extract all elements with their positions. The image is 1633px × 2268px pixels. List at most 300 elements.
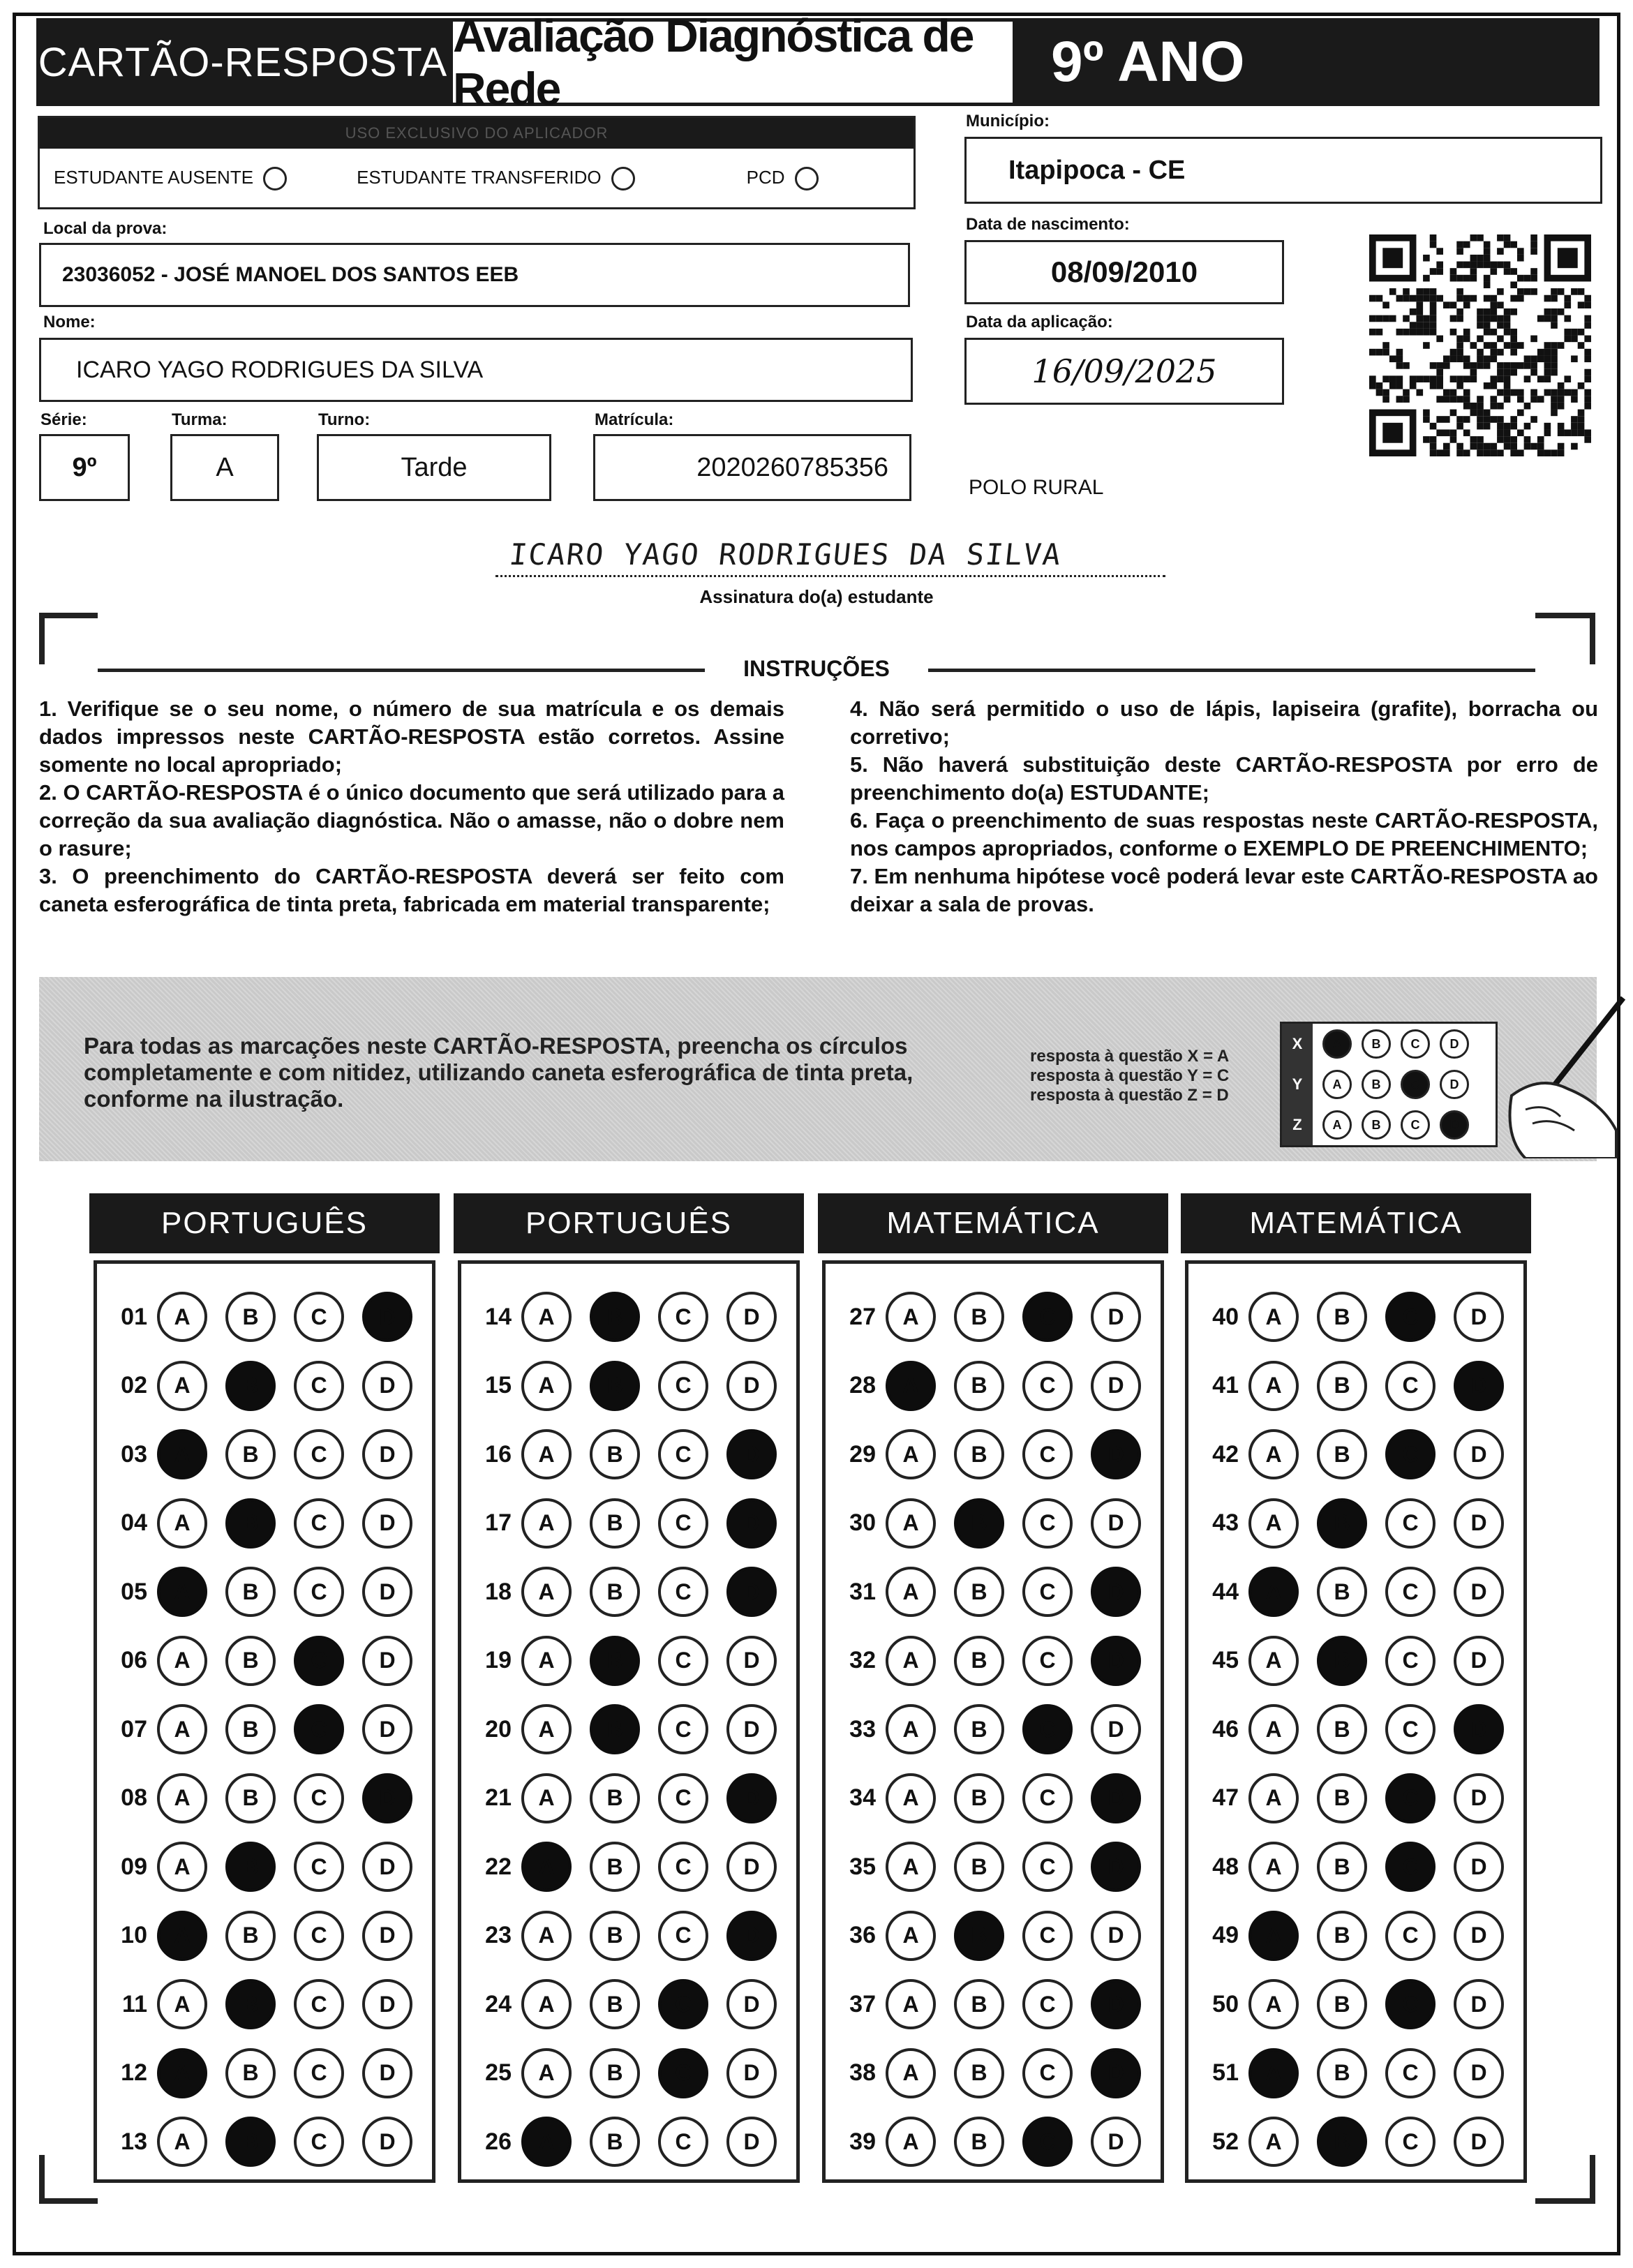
answer-bubble-a[interactable]: A [157, 1979, 207, 2029]
answer-bubble-c[interactable]: C [294, 1773, 344, 1823]
answer-bubble-b[interactable]: B [954, 1773, 1004, 1823]
answer-bubble-b[interactable]: B [590, 1429, 640, 1479]
answer-bubble-a[interactable]: A [1248, 1773, 1299, 1823]
example-answer-y: resposta à questão Y = C [1030, 1066, 1230, 1085]
answer-bubble-b[interactable]: B [225, 2048, 276, 2098]
answer-bubble-c[interactable]: C [658, 1361, 708, 1411]
question-number: 50 [1212, 1990, 1239, 2017]
answer-bubble-c[interactable]: C [294, 1636, 344, 1686]
answer-bubble-a[interactable]: A [157, 1429, 207, 1479]
answer-bubble-c[interactable]: C [1022, 1636, 1073, 1686]
answer-bubble-a[interactable]: A [886, 1979, 936, 2029]
answer-bubble-c[interactable]: C [294, 1842, 344, 1892]
instruction-item: 7. Em nenhuma hipótese você poderá levar este CARTÃO-RESPOSTA ao deixar a sala de provas. [850, 864, 1598, 916]
answer-bubble-c[interactable]: C [1385, 1842, 1436, 1892]
answer-bubble-d[interactable]: D [1454, 2048, 1504, 2098]
question-row [831, 1908, 1141, 1964]
answer-bubble-d[interactable]: D [1454, 1292, 1504, 1342]
answer-bubble-d[interactable]: D [1454, 1979, 1504, 2029]
answer-bubble-d[interactable]: D [362, 1429, 412, 1479]
answer-bubble-b[interactable]: B [1317, 1773, 1367, 1823]
answer-bubble-d[interactable]: D [1091, 1429, 1141, 1479]
matricula-field: 2020260785356 [593, 434, 911, 501]
answer-bubble-b[interactable]: B [1317, 1979, 1367, 2029]
question-row [103, 2045, 412, 2101]
answer-bubble-b[interactable]: B [1317, 1498, 1367, 1549]
answer-bubble-d[interactable]: D [1454, 1498, 1504, 1549]
answer-bubble-c[interactable]: C [1385, 1292, 1436, 1342]
answer-bubble-b[interactable]: B [1317, 2048, 1367, 2098]
answer-bubble-c[interactable]: C [1022, 2048, 1073, 2098]
absent-option[interactable] [54, 167, 287, 191]
answer-bubble-a[interactable]: A [1248, 1498, 1299, 1549]
answer-bubble-b[interactable]: B [1317, 1636, 1367, 1686]
question-row [103, 2114, 412, 2170]
answer-bubble-b[interactable]: B [1317, 1361, 1367, 1411]
signature-line [495, 575, 1165, 577]
answer-bubble-b[interactable]: B [590, 1292, 640, 1342]
answer-bubble-c[interactable]: C [1385, 1498, 1436, 1549]
example-row [1282, 1105, 1496, 1145]
answer-bubble-b[interactable]: B [225, 1498, 276, 1549]
question-number: 32 [849, 1647, 876, 1673]
answer-bubble-c[interactable]: C [1385, 1429, 1436, 1479]
answer-bubble-b[interactable]: B [590, 1636, 640, 1686]
answer-bubble-c[interactable]: C [1385, 1911, 1436, 1961]
answer-bubble-d[interactable]: D [362, 1361, 412, 1411]
question-number: 23 [485, 1922, 512, 1948]
instruction-item: 1. Verifique se o seu nome, o número de sua matrícula e os demais dados impressos neste CARTÃO-RESPOSTA estão corretos. Assine somente no local apropriado; [39, 696, 784, 777]
question-number: 29 [849, 1440, 876, 1468]
answer-bubble-d[interactable]: D [362, 1636, 412, 1686]
answer-bubble-c[interactable]: C [1022, 1911, 1073, 1961]
answer-bubble-b[interactable]: B [225, 2117, 276, 2167]
answer-bubble-a[interactable]: A [886, 1361, 936, 1411]
answer-bubble-c[interactable]: C [1385, 1704, 1436, 1754]
answer-bubble-d[interactable]: D [1091, 1361, 1141, 1411]
answer-bubble-a[interactable]: A [1248, 1979, 1299, 2029]
aplicador-options [40, 149, 914, 209]
answer-bubble-d[interactable]: D [1454, 1429, 1504, 1479]
answer-bubble-a[interactable]: A [521, 1911, 572, 1961]
answer-bubble-d[interactable]: D [1091, 1292, 1141, 1342]
answer-bubble-a[interactable]: A [157, 2117, 207, 2167]
example-answers [1030, 1047, 1229, 1105]
answer-bubble-b[interactable]: B [1317, 2117, 1367, 2167]
question-row [467, 1701, 777, 1757]
answer-bubble-a[interactable]: A [157, 1292, 207, 1342]
answer-bubble-a[interactable]: A [521, 1842, 572, 1892]
question-number: 38 [849, 2059, 876, 2086]
answer-bubble-c[interactable]: C [294, 1979, 344, 2029]
local-label: Local da prova: [43, 219, 167, 238]
question-number: 19 [485, 1647, 512, 1673]
answer-bubble-b[interactable]: B [225, 1911, 276, 1961]
answer-bubble-d[interactable]: D [1091, 1979, 1141, 2029]
answer-bubble-d[interactable]: D [726, 1636, 777, 1686]
serie-label: Série: [40, 410, 87, 429]
answer-bubble-c[interactable]: C [658, 1292, 708, 1342]
answer-bubble-d[interactable]: D [1091, 2048, 1141, 2098]
answer-bubble-b[interactable]: B [954, 1842, 1004, 1892]
answer-bubble-c[interactable]: C [294, 2117, 344, 2167]
polo-label: POLO RURAL [969, 476, 1104, 499]
answer-bubble-b[interactable]: B [954, 1429, 1004, 1479]
answer-bubble-b[interactable]: B [954, 1636, 1004, 1686]
answer-bubble-a[interactable]: A [157, 1842, 207, 1892]
answer-bubble-b[interactable]: B [590, 1361, 640, 1411]
answer-bubble-b[interactable]: B [590, 2117, 640, 2167]
answer-bubble-a[interactable]: A [886, 1704, 936, 1754]
example-grid [1280, 1022, 1498, 1147]
answer-bubble-d[interactable]: D [362, 1773, 412, 1823]
answer-bubble-c[interactable]: C [294, 1361, 344, 1411]
question-row [467, 1770, 777, 1826]
example-row [1282, 1064, 1496, 1105]
question-number: 43 [1212, 1509, 1239, 1536]
answer-bubble-c[interactable]: C [658, 1567, 708, 1617]
answer-bubble-b[interactable]: B [590, 1773, 640, 1823]
answer-bubble-d[interactable]: D [726, 1704, 777, 1754]
answer-bubble-b[interactable]: B [954, 2117, 1004, 2167]
answer-bubble-c[interactable]: C [1022, 1979, 1073, 2029]
answer-bubble-d[interactable]: D [726, 2117, 777, 2167]
question-number: 01 [121, 1303, 147, 1330]
answer-bubble-a[interactable]: A [1248, 1429, 1299, 1479]
answer-bubble-b[interactable]: B [590, 2048, 640, 2098]
answer-bubble-b[interactable]: B [1317, 1842, 1367, 1892]
answer-bubble-a[interactable]: A [521, 1636, 572, 1686]
answer-bubble-d[interactable]: D [1091, 1704, 1141, 1754]
question-row [103, 1908, 412, 1964]
answer-bubble-d[interactable]: D [1091, 1842, 1141, 1892]
answer-bubble-b[interactable]: B [225, 1773, 276, 1823]
answer-bubble-c[interactable]: C [1022, 1429, 1073, 1479]
answer-bubble-d[interactable]: D [1091, 2117, 1141, 2167]
transferred-checkbox[interactable] [611, 167, 635, 191]
answer-bubble-b[interactable]: B [954, 1498, 1004, 1549]
answer-bubble-a[interactable]: A [886, 1911, 936, 1961]
answer-bubble-d[interactable]: D [362, 1842, 412, 1892]
answer-bubble-a[interactable]: A [1248, 1636, 1299, 1686]
answer-bubble-a[interactable]: A [157, 2048, 207, 2098]
example-bubble: C [1401, 1070, 1430, 1099]
answer-bubble-a[interactable]: A [886, 1498, 936, 1549]
answer-bubble-a[interactable]: A [521, 1498, 572, 1549]
answer-bubble-d[interactable]: D [1454, 1567, 1504, 1617]
question-row [103, 1426, 412, 1482]
question-number: 33 [849, 1715, 876, 1743]
answer-bubble-c[interactable]: C [294, 1911, 344, 1961]
answer-bubble-c[interactable]: C [658, 1636, 708, 1686]
answer-bubble-b[interactable]: B [225, 1361, 276, 1411]
answer-bubble-a[interactable]: A [1248, 1842, 1299, 1892]
answer-bubble-a[interactable]: A [521, 1979, 572, 2029]
question-row [467, 1289, 777, 1345]
answer-bubble-c[interactable]: C [1385, 1361, 1436, 1411]
answer-bubble-c[interactable]: C [1022, 1842, 1073, 1892]
absent-checkbox[interactable] [263, 167, 287, 191]
answer-bubble-a[interactable]: A [521, 1567, 572, 1617]
answer-bubble-d[interactable]: D [362, 2048, 412, 2098]
answer-bubble-a[interactable]: A [157, 1911, 207, 1961]
answer-bubble-d[interactable]: D [1091, 1498, 1141, 1549]
column-header: MATEMÁTICA [818, 1193, 1168, 1253]
aplicador-box [38, 116, 916, 209]
answer-bubble-a[interactable]: A [886, 1636, 936, 1686]
answer-bubble-c[interactable]: C [1385, 1773, 1436, 1823]
answer-bubble-b[interactable]: B [590, 1842, 640, 1892]
answer-bubble-d[interactable]: D [726, 1567, 777, 1617]
corner-mark-bottom-left [39, 2155, 98, 2204]
question-row [1194, 1976, 1504, 2032]
turno-field: Tarde [317, 434, 551, 501]
answer-bubble-d[interactable]: D [1091, 1636, 1141, 1686]
answer-bubble-a[interactable]: A [886, 1773, 936, 1823]
answer-bubble-b[interactable]: B [1317, 1292, 1367, 1342]
answer-bubble-b[interactable]: B [225, 1429, 276, 1479]
answer-bubble-d[interactable]: D [726, 1498, 777, 1549]
nome-field [39, 338, 913, 402]
municipio-field: Itapipoca - CE [964, 137, 1602, 204]
answer-bubble-a[interactable]: A [157, 1704, 207, 1754]
question-number: 49 [1212, 1922, 1239, 1948]
question-row [831, 1633, 1141, 1689]
question-number: 34 [849, 1784, 876, 1811]
example-bubble: B [1362, 1070, 1391, 1099]
answer-bubble-a[interactable]: A [1248, 1911, 1299, 1961]
answer-bubble-a[interactable]: A [886, 1292, 936, 1342]
answer-bubble-b[interactable]: B [954, 1292, 1004, 1342]
answer-bubble-d[interactable]: D [362, 1979, 412, 2029]
answer-bubble-a[interactable]: A [886, 2048, 936, 2098]
question-row [831, 1770, 1141, 1826]
answer-bubble-c[interactable]: C [1385, 2117, 1436, 2167]
answer-bubble-d[interactable]: D [726, 1429, 777, 1479]
question-number: 06 [121, 1647, 147, 1673]
example-row [1282, 1024, 1496, 1064]
answer-bubble-a[interactable]: A [157, 1567, 207, 1617]
answer-bubble-c[interactable]: C [294, 1567, 344, 1617]
answer-bubble-a[interactable]: A [886, 1429, 936, 1479]
aplicador-title: USO EXCLUSIVO DO APLICADOR [40, 118, 914, 149]
question-row [467, 2114, 777, 2170]
answer-bubble-d[interactable]: D [1091, 1567, 1141, 1617]
answer-bubble-c[interactable]: C [658, 1979, 708, 2029]
question-row [103, 1495, 412, 1551]
answer-bubble-b[interactable]: B [225, 1636, 276, 1686]
nome-value: ICARO YAGO RODRIGUES DA SILVA [76, 356, 484, 383]
pcd-checkbox[interactable] [795, 167, 819, 191]
question-number: 03 [121, 1440, 147, 1468]
card-title: CARTÃO-RESPOSTA [36, 18, 449, 106]
instructions-left [39, 695, 784, 918]
answer-bubble-c[interactable]: C [1022, 1292, 1073, 1342]
answer-bubble-c[interactable]: C [1385, 2048, 1436, 2098]
answer-bubble-c[interactable]: C [658, 1773, 708, 1823]
answer-bubble-b[interactable]: B [954, 1704, 1004, 1754]
answer-bubble-a[interactable]: A [521, 1704, 572, 1754]
question-number: 26 [485, 2128, 512, 2155]
answer-bubble-d[interactable]: D [1091, 1911, 1141, 1961]
question-number: 22 [485, 1853, 512, 1880]
answer-bubble-b[interactable]: B [954, 1911, 1004, 1961]
answer-bubble-d[interactable]: D [1454, 1636, 1504, 1686]
turma-field: A [170, 434, 279, 501]
answer-bubble-b[interactable]: B [1317, 1911, 1367, 1961]
answer-bubble-a[interactable]: A [157, 1773, 207, 1823]
answer-bubble-b[interactable]: B [225, 1842, 276, 1892]
answer-bubble-c[interactable]: C [1022, 1567, 1073, 1617]
column-header: PORTUGUÊS [454, 1193, 804, 1253]
example-answer-z: resposta à questão Z = D [1030, 1086, 1229, 1105]
answer-bubble-a[interactable]: A [886, 1842, 936, 1892]
instruction-item: 6. Faça o preenchimento de suas respostas neste CARTÃO-RESPOSTA, nos campos apropriados, conforme o EXEMPLO DE PREENCHIMENTO; [850, 808, 1598, 860]
answer-bubble-c[interactable]: C [658, 1911, 708, 1961]
answer-bubble-b[interactable]: B [225, 1567, 276, 1617]
answer-bubble-d[interactable]: D [726, 2048, 777, 2098]
answer-bubble-d[interactable]: D [362, 1292, 412, 1342]
answer-bubble-c[interactable]: C [294, 1292, 344, 1342]
answer-bubble-b[interactable]: B [954, 1361, 1004, 1411]
instructions-title: INSTRUÇÕES [743, 656, 890, 681]
question-row [467, 1839, 777, 1895]
answer-bubble-a[interactable]: A [1248, 1292, 1299, 1342]
answer-bubble-d[interactable]: D [1454, 1911, 1504, 1961]
answer-bubble-c[interactable]: C [658, 1842, 708, 1892]
fill-example-panel [39, 977, 1597, 1161]
answer-bubble-a[interactable]: A [1248, 2048, 1299, 2098]
question-number: 27 [849, 1303, 876, 1330]
answer-bubble-d[interactable]: D [726, 1361, 777, 1411]
answer-bubble-b[interactable]: B [954, 1567, 1004, 1617]
question-row [1194, 1426, 1504, 1482]
answer-bubble-d[interactable]: D [1454, 1773, 1504, 1823]
question-number: 36 [849, 1922, 876, 1948]
answer-bubble-c[interactable]: C [294, 1498, 344, 1549]
answer-bubble-c[interactable]: C [1022, 1498, 1073, 1549]
answer-bubble-d[interactable]: D [726, 1979, 777, 2029]
answer-bubble-a[interactable]: A [521, 1773, 572, 1823]
answer-bubble-a[interactable]: A [886, 2117, 936, 2167]
answer-bubble-d[interactable]: D [362, 1498, 412, 1549]
answer-bubble-d[interactable]: D [1454, 2117, 1504, 2167]
answer-bubble-d[interactable]: D [1454, 1842, 1504, 1892]
answer-bubble-a[interactable]: A [521, 1361, 572, 1411]
answer-bubble-c[interactable]: C [658, 1429, 708, 1479]
answer-bubble-b[interactable]: B [590, 1498, 640, 1549]
pcd-label: PCD [746, 166, 785, 188]
question-number: 15 [485, 1372, 512, 1398]
answer-bubble-c[interactable]: C [1022, 2117, 1073, 2167]
question-number: 11 [122, 1990, 147, 2017]
answer-bubble-c[interactable]: C [658, 1498, 708, 1549]
answer-bubble-b[interactable]: B [590, 1979, 640, 2029]
answer-bubble-a[interactable]: A [1248, 1567, 1299, 1617]
answer-bubble-b[interactable]: B [954, 2048, 1004, 2098]
answer-bubble-d[interactable]: D [362, 1911, 412, 1961]
answer-bubble-c[interactable]: C [658, 1704, 708, 1754]
question-number: 45 [1212, 1647, 1239, 1673]
pcd-option[interactable] [747, 167, 819, 191]
answer-bubble-d[interactable]: D [362, 2117, 412, 2167]
answer-bubble-b[interactable]: B [225, 1979, 276, 2029]
question-row [103, 1564, 412, 1620]
answer-bubble-a[interactable]: A [157, 1498, 207, 1549]
answer-bubble-c[interactable]: C [294, 2048, 344, 2098]
answer-bubble-c[interactable]: C [294, 1704, 344, 1754]
answer-bubble-d[interactable]: D [726, 1773, 777, 1823]
answer-bubble-a[interactable]: A [1248, 1704, 1299, 1754]
answer-bubble-c[interactable]: C [294, 1429, 344, 1479]
answer-bubble-b[interactable]: B [590, 1911, 640, 1961]
question-row [1194, 1839, 1504, 1895]
answer-bubble-b[interactable]: B [590, 1567, 640, 1617]
question-row [467, 1495, 777, 1551]
answer-bubble-a[interactable]: A [157, 1361, 207, 1411]
answer-bubble-a[interactable]: A [886, 1567, 936, 1617]
question-number: 35 [849, 1853, 876, 1880]
answer-bubble-c[interactable]: C [1385, 1567, 1436, 1617]
answer-bubble-c[interactable]: C [658, 2048, 708, 2098]
answer-bubble-a[interactable]: A [1248, 1361, 1299, 1411]
nascimento-field: 08/09/2010 [964, 240, 1284, 304]
column-header: PORTUGUÊS [89, 1193, 440, 1253]
answer-bubble-d[interactable]: D [1091, 1773, 1141, 1823]
answer-bubble-c[interactable]: C [658, 2117, 708, 2167]
answer-bubble-b[interactable]: B [1317, 1567, 1367, 1617]
question-row [831, 1564, 1141, 1620]
answer-bubble-a[interactable]: A [1248, 2117, 1299, 2167]
aplicacao-field: 16/09/2025 [964, 338, 1284, 405]
answer-bubble-d[interactable]: D [726, 1292, 777, 1342]
question-number: 48 [1212, 1853, 1239, 1880]
answer-bubble-b[interactable]: B [1317, 1704, 1367, 1754]
answer-bubble-d[interactable]: D [726, 1842, 777, 1892]
transferred-option[interactable] [357, 167, 635, 191]
question-number: 02 [121, 1372, 147, 1398]
answer-bubble-b[interactable]: B [1317, 1429, 1367, 1479]
example-row-letter: Y [1282, 1064, 1313, 1105]
question-row [467, 1426, 777, 1482]
answer-bubble-b[interactable]: B [590, 1704, 640, 1754]
answer-bubble-d[interactable]: D [362, 1567, 412, 1617]
answer-bubble-b[interactable]: B [954, 1979, 1004, 2029]
answer-bubble-a[interactable]: A [521, 2048, 572, 2098]
question-row [1194, 1289, 1504, 1345]
answer-bubble-c[interactable]: C [1022, 1704, 1073, 1754]
answer-bubble-a[interactable]: A [521, 1292, 572, 1342]
question-row [467, 1564, 777, 1620]
example-bubble: D [1440, 1070, 1469, 1099]
answer-bubble-a[interactable]: A [157, 1636, 207, 1686]
answer-bubble-d[interactable]: D [1454, 1361, 1504, 1411]
nascimento-label: Data de nascimento: [966, 215, 1130, 234]
answer-bubble-a[interactable]: A [521, 2117, 572, 2167]
answer-bubble-d[interactable]: D [1454, 1704, 1504, 1754]
answer-bubble-c[interactable]: C [1385, 1636, 1436, 1686]
answer-bubble-a[interactable]: A [521, 1429, 572, 1479]
answer-bubble-c[interactable]: C [1022, 1361, 1073, 1411]
answer-bubble-b[interactable]: B [225, 1704, 276, 1754]
answer-bubble-d[interactable]: D [362, 1704, 412, 1754]
answer-bubble-b[interactable]: B [225, 1292, 276, 1342]
answer-bubble-c[interactable]: C [1385, 1979, 1436, 2029]
question-row [467, 1358, 777, 1414]
answer-bubble-d[interactable]: D [726, 1911, 777, 1961]
answer-bubble-c[interactable]: C [1022, 1773, 1073, 1823]
instruction-item: 2. O CARTÃO-RESPOSTA é o único documento que será utilizado para a correção da sua avaliação diagnóstica. Não o amasse, não o dobre nem o rasure; [39, 780, 784, 860]
